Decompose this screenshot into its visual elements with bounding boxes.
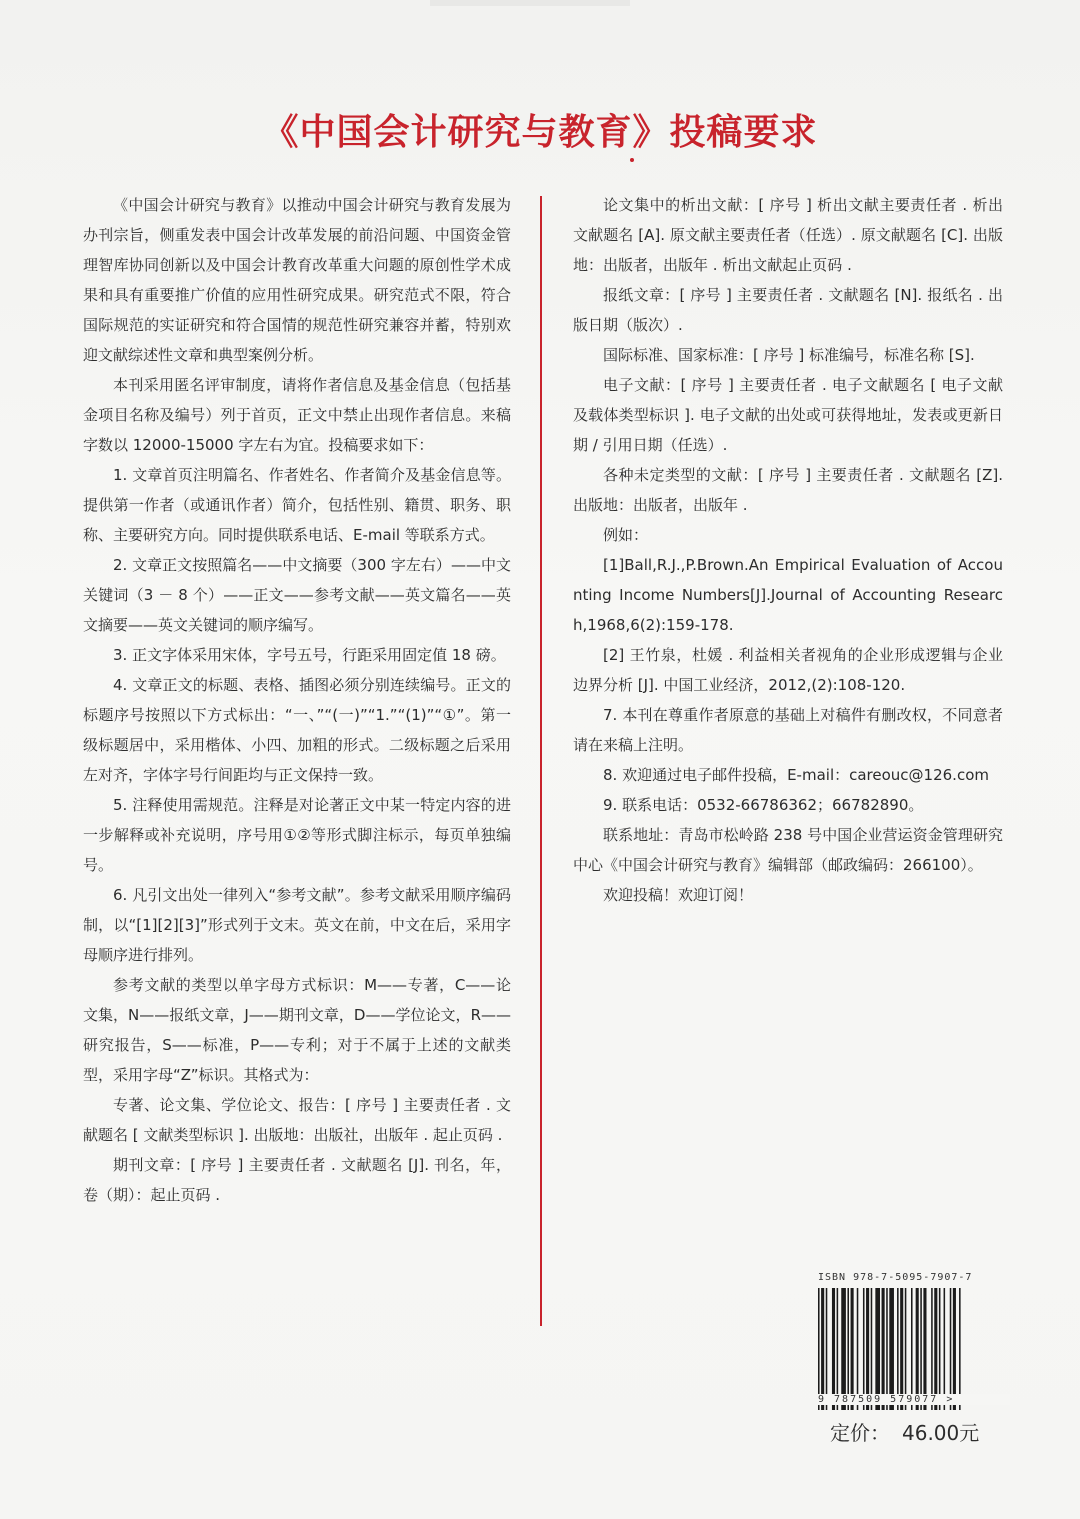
barcode-bar: [857, 1288, 859, 1410]
barcode-bar: [851, 1288, 854, 1410]
barcode-bar: [841, 1288, 846, 1410]
requirement-9: 9. 联系电话：0532-66786362；66782890。: [603, 796, 924, 814]
barcode-bar: [871, 1288, 873, 1410]
column-divider: [540, 196, 542, 1326]
isbn-text: ISBN 978-7-5095-7907-7: [818, 1272, 973, 1283]
barcode-bar: [897, 1288, 899, 1410]
barcode-bar: [920, 1288, 922, 1410]
left-column: [83, 190, 511, 1210]
right-column: [573, 190, 1003, 910]
barcode-bar: [916, 1288, 919, 1410]
barcode-bar: [882, 1288, 885, 1410]
barcode-bar: [911, 1288, 913, 1410]
requirement-8: 8. 欢迎通过电子邮件投稿，E-mail：careouc@126.com: [603, 766, 989, 784]
barcode-bar: [837, 1288, 839, 1410]
paragraph-intro: 《中国会计研究与教育》以推动中国会计研究与教育发展为办刊宗旨，侧重发表中国会计改革发展的前沿问题、中国资金管理智库协同创新以及中国会计教育改革重大问题的原创性学术成果和具有重要推广价值的应用性研究成果。研究范式不限，符合国际规范的实证研究和符合国情的规范性研究兼容并蓄，特别欢迎文献综述性文章和典型案例分析。: [83, 196, 511, 364]
paragraph-review-policy: 本刊采用匿名评审制度，请将作者信息及基金信息（包括基金项目名称及编号）列于首页，正文中禁止出现作者信息。来稿字数以 12000-15000 字左右为宜。投稿要求如下：: [83, 376, 511, 454]
barcode-image: [818, 1288, 1010, 1410]
requirement-4: 4. 文章正文的标题、表格、插图必须分别连续编号。正文的标题序号按照以下方式标出：“一、”“(一)”“1.”“(1)”“①”。第一级标题居中，采用楷体、小四、加粗的形式。二级标题之后采用左对齐，字体字号行间距均与正文保持一致。: [83, 676, 511, 784]
requirement-5: 5. 注释使用需规范。注释是对论著正文中某一特定内容的进一步解释或补充说明，序号用①②等形式脚注标示，每页单独编号。: [83, 796, 511, 874]
contact-address: 联系地址：青岛市松岭路 238 号中国企业营运资金管理研究中心《中国会计研究与教育》编辑部（邮政编码：266100）。: [573, 826, 1003, 874]
format-standard: 国际标准、国家标准：[ 序号 ] 标准编号，标准名称 [S].: [603, 346, 975, 364]
barcode-bar: [953, 1288, 956, 1410]
example-2: [2] 王竹泉，杜媛 . 利益相关者视角的企业形成逻辑与企业边界分析 [J]. 中国工业经济，2012,(2):108-120.: [573, 646, 1003, 694]
format-other: 各种未定类型的文献：[ 序号 ] 主要责任者 . 文献题名 [Z]. 出版地：出版者，出版年 .: [573, 466, 1003, 514]
barcode-bar: [866, 1288, 869, 1410]
reference-types: 参考文献的类型以单字母方式标识：M——专著，C——论文集，N——报纸文章，J——期刊文章，D——学位论文，R——研究报告，S——标准，P——专利；对于不属于上述的文献类型，采用字母“Z”标识。其格式为：: [83, 976, 511, 1084]
barcode-bar: [944, 1288, 946, 1410]
format-journal: 期刊文章：[ 序号 ] 主要责任者 . 文献题名 [J]. 刊名，年，卷（期）：起止页码 .: [83, 1156, 511, 1204]
decorative-dot: [630, 158, 634, 162]
welcome-text: 欢迎投稿！欢迎订阅！: [603, 886, 754, 904]
barcode-bar: [821, 1288, 824, 1410]
barcode-bar: [863, 1288, 865, 1410]
price-label: 定价：: [830, 1421, 890, 1445]
barcode-bar: [889, 1288, 894, 1410]
barcode-bar: [900, 1288, 903, 1410]
requirement-6: 6. 凡引文出处一律列入“参考文献”。参考文献采用顺序编码制，以“[1][2][3]”形式列于文末。英文在前，中文在后，采用字母顺序进行排列。: [83, 886, 511, 964]
barcode-bar: [939, 1288, 941, 1410]
format-monograph: 专著、论文集、学位论文、报告：[ 序号 ] 主要责任者 . 文献题名 [ 文献类型标识 ]. 出版地：出版社，出版年 . 起止页码 .: [83, 1096, 511, 1144]
barcode-bar: [905, 1288, 907, 1410]
barcode-bar: [832, 1288, 835, 1410]
requirement-1: 1. 文章首页注明篇名、作者姓名、作者简介及基金信息等。提供第一作者（或通讯作者）简介，包括性别、籍贯、职务、职称、主要研究方向。同时提供联系电话、E-mail 等联系方式。: [83, 466, 511, 544]
barcode-bar: [959, 1288, 961, 1410]
barcode-bar: [818, 1288, 820, 1410]
format-electronic: 电子文献：[ 序号 ] 主要责任者 . 电子文献题名 [ 电子文献及载体类型标识 ]. 电子文献的出处或可获得地址，发表或更新日期 / 引用日期（任选）.: [573, 376, 1003, 454]
requirement-2: 2. 文章正文按照篇名——中文摘要（300 字左右）——中文关键词（3 － 8 个）——正文——参考文献——英文篇名——英文摘要——英文关键词的顺序编写。: [83, 556, 511, 634]
price: [830, 1417, 979, 1446]
format-newspaper: 报纸文章：[ 序号 ] 主要责任者 . 文献题名 [N]. 报纸名 . 出版日期（版次）.: [573, 286, 1003, 334]
barcode-bar: [847, 1288, 849, 1410]
barcode-bar: [931, 1288, 933, 1410]
page-title: 《中国会计研究与教育》投稿要求: [262, 112, 818, 153]
format-collection: 论文集中的析出文献：[ 序号 ] 析出文献主要责任者 . 析出文献题名 [A]. 原文献主要责任者（任选）. 原文献题名 [C]. 出版地：出版者，出版年 . 析出文献起止页码 .: [573, 196, 1003, 274]
requirement-7: 7. 本刊在尊重作者原意的基础上对稿件有删改权，不同意者请在来稿上注明。: [573, 706, 1003, 754]
barcode-number: 9 787509 579077 >: [818, 1394, 1010, 1405]
barcode-bar: [826, 1288, 828, 1410]
top-shadow: [430, 0, 630, 6]
example-1: [1]Ball,R.J.,P.Brown.An Empirical Evaluation of Accounting Income Numbers[J].Journal of Accounting Research,1968,6(2):159-178.: [573, 556, 1003, 634]
barcode-bar: [875, 1288, 880, 1410]
barcode-bar: [950, 1288, 952, 1410]
barcode-bar: [886, 1288, 888, 1410]
example-heading: 例如：: [603, 526, 649, 544]
barcode-bar: [934, 1288, 937, 1410]
barcode-bar: [923, 1288, 926, 1410]
requirement-3: 3. 正文字体采用宋体，字号五号，行距采用固定值 18 磅。: [113, 646, 506, 664]
price-value: 46.00元: [902, 1421, 980, 1445]
